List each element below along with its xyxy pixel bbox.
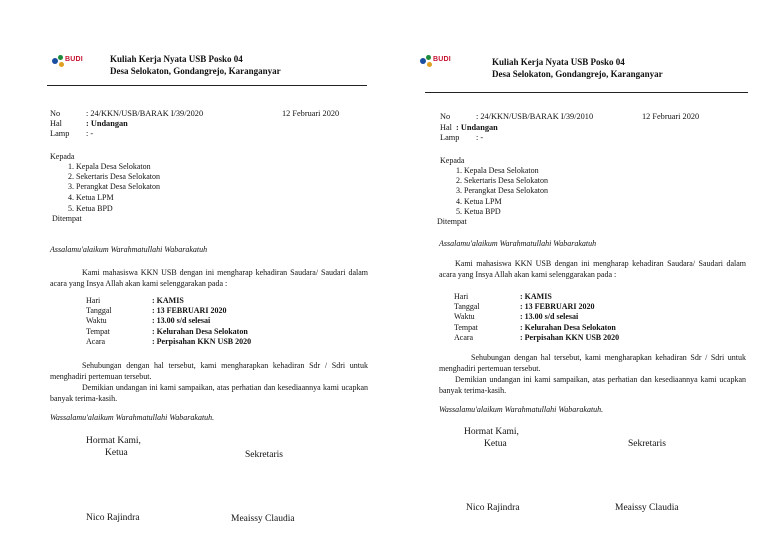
- hal-value: : Undangan: [86, 119, 128, 128]
- detail-label: Acara: [454, 333, 474, 342]
- hormat-kami: Hormat Kami,: [86, 436, 141, 446]
- detail-value: : Kelurahan Desa Selokaton: [152, 327, 248, 336]
- recipient-item: 3. Perangkat Desa Selokaton: [68, 182, 160, 191]
- recipient-item: 4. Ketua LPM: [456, 197, 502, 206]
- detail-value: : KAMIS: [152, 296, 184, 305]
- detail-value: : Perpisahan KKN USB 2020: [152, 337, 252, 346]
- header-title: Kuliah Kerja Nyata USB Posko 04: [110, 54, 243, 64]
- sekretaris-label: Sekretaris: [245, 450, 283, 460]
- detail-label: Tempat: [454, 323, 478, 332]
- intro-paragraph: Kami mahasiswa KKN USB dengan ini mengharap kehadiran Saudara/ Saudari dalam acara yang Insya Allah akan kami selenggarakan pada :: [439, 259, 746, 279]
- ketua-label: Ketua: [105, 448, 128, 458]
- recipient-item: 2. Sekertaris Desa Selokaton: [68, 172, 160, 181]
- ketua-name: Nico Rajindra: [86, 513, 140, 523]
- closing-paragraph-1: Sehubungan dengan hal tersebut, kami mengharapkan kehadiran Sdr / Sdri untuk menghadiri pertemuan tersebut.: [439, 353, 746, 373]
- kepada-label: Kepada: [50, 152, 75, 161]
- detail-value: : Perpisahan KKN USB 2020: [520, 333, 620, 342]
- logo-text: BUDI: [65, 56, 83, 63]
- recipient-item: 5. Ketua BPD: [68, 204, 113, 213]
- logo-text: BUDI: [433, 56, 451, 63]
- intro-paragraph: Kami mahasiswa KKN USB dengan ini mengharap kehadiran Saudara/ Saudari dalam acara yang Insya Allah akan kami selenggarakan pada :: [50, 268, 368, 288]
- header-address: Desa Selokaton, Gondangrejo, Karanganyar: [110, 66, 281, 76]
- detail-value: : 13 FEBRUARI 2020: [520, 302, 595, 311]
- ditempat: Ditempat: [437, 217, 467, 226]
- detail-label: Tempat: [86, 327, 110, 336]
- recipient-item: 3. Perangkat Desa Selokaton: [456, 186, 548, 195]
- recipient-item: 2. Sekertaris Desa Selokaton: [456, 176, 548, 185]
- kepada-label: Kepada: [440, 156, 465, 165]
- ketua-name: Nico Rajindra: [466, 503, 520, 513]
- lamp-label: Lamp: [50, 129, 70, 138]
- university-logo: [52, 54, 96, 68]
- hal-label: Hal: [50, 119, 62, 128]
- detail-label: Tanggal: [86, 306, 112, 315]
- header-title: Kuliah Kerja Nyata USB Posko 04: [492, 57, 625, 67]
- detail-value: : 13.00 s/d selesai: [152, 316, 211, 325]
- detail-label: Hari: [454, 292, 469, 301]
- detail-label: Tanggal: [454, 302, 480, 311]
- detail-value: : 13.00 s/d selesai: [520, 312, 579, 321]
- detail-label: Acara: [86, 337, 106, 346]
- recipient-item: 4. Ketua LPM: [68, 193, 114, 202]
- ditempat: Ditempat: [52, 214, 82, 223]
- recipient-item: 1. Kepala Desa Selokaton: [456, 166, 539, 175]
- header-address: Desa Selokaton, Gondangrejo, Karanganyar: [492, 69, 663, 79]
- opening-salam: Assalamu'alaikum Warahmatullahi Wabarakatuh: [50, 245, 208, 254]
- hormat-kami: Hormat Kami,: [464, 427, 519, 437]
- no-label: No: [440, 112, 451, 121]
- letter-date: 12 Februari 2020: [282, 109, 340, 118]
- lamp-value: : -: [86, 129, 94, 138]
- closing-salam: Wassalamu'alaikum Warahmatullahi Wabarakatuh.: [50, 413, 215, 422]
- detail-label: Waktu: [454, 312, 475, 321]
- opening-salam: Assalamu'alaikum Warahmatullahi Wabarakatuh: [439, 239, 597, 248]
- letter-right: [384, 0, 768, 543]
- recipient-item: 5. Ketua BPD: [456, 207, 501, 216]
- recipient-item: 1. Kepala Desa Selokaton: [68, 162, 151, 171]
- no-value: : 24/KKN/USB/BARAK I/39/2020: [86, 109, 204, 118]
- sekretaris-name: Meaissy Claudia: [231, 514, 295, 524]
- header-divider: [47, 85, 367, 86]
- detail-value: : 13 FEBRUARI 2020: [152, 306, 227, 315]
- letter-date: 12 Februari 2020: [642, 112, 700, 121]
- sekretaris-label: Sekretaris: [628, 439, 666, 449]
- logo-mark-icon: [420, 58, 426, 64]
- no-label: No: [50, 109, 61, 118]
- header-divider: [425, 92, 748, 93]
- logo-mark-icon: [52, 58, 58, 64]
- detail-value: : KAMIS: [520, 292, 552, 301]
- no-value: : 24/KKN/USB/BARAK I/39/2010: [476, 112, 594, 121]
- detail-value: : Kelurahan Desa Selokaton: [520, 323, 616, 332]
- lamp-label: Lamp: [440, 133, 460, 142]
- hal-label: Hal: [440, 123, 452, 132]
- closing-paragraph-1: Sehubungan dengan hal tersebut, kami mengharapkan kehadiran Sdr / Sdri untuk menghadiri pertemuan tersebut.: [50, 361, 368, 381]
- detail-label: Hari: [86, 296, 101, 305]
- closing-paragraph-2: Demikian undangan ini kami sampaikan, atas perhatian dan kesediaannya kami ucapkan banyak terima-kasih.: [439, 375, 746, 395]
- closing-salam: Wassalamu'alaikum Warahmatullahi Wabarakatuh.: [439, 405, 604, 414]
- hal-value: : Undangan: [456, 123, 498, 132]
- university-logo: [420, 54, 464, 68]
- sekretaris-name: Meaissy Claudia: [615, 503, 679, 513]
- detail-label: Waktu: [86, 316, 107, 325]
- closing-paragraph-2: Demikian undangan ini kami sampaikan, atas perhatian dan kesediaannya kami ucapkan banyak terima-kasih.: [50, 383, 368, 403]
- ketua-label: Ketua: [484, 439, 507, 449]
- lamp-value: : -: [476, 133, 484, 142]
